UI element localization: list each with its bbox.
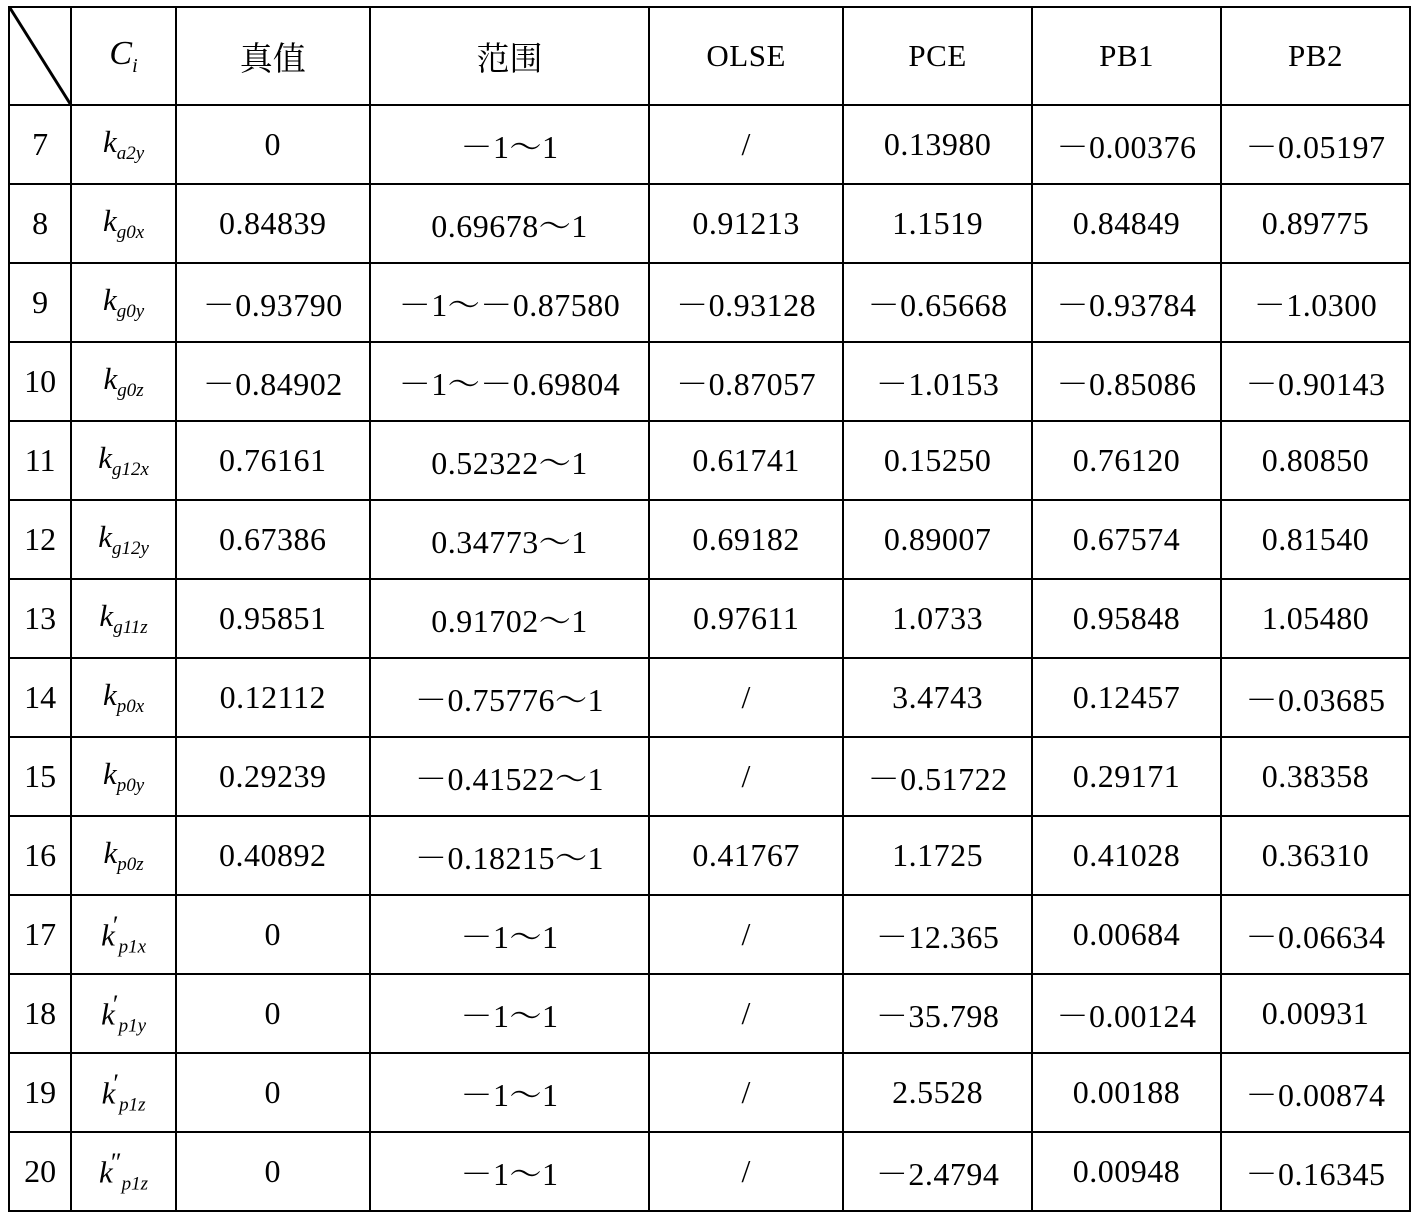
row-index: 12 — [9, 500, 71, 579]
row-symbol: $k_{g0x}$ — [71, 184, 176, 263]
row-symbol: $k_{g11z}$ — [71, 579, 176, 658]
row-index: 18 — [9, 974, 71, 1053]
row-pb2: －0.06634 — [1221, 895, 1410, 974]
row-olse: / — [649, 658, 843, 737]
row-pce: －0.65668 — [843, 263, 1032, 342]
table-row — [9, 500, 1410, 579]
row-index: 15 — [9, 737, 71, 816]
row-symbol: $k''_{p1z}$ — [71, 1132, 176, 1211]
row-true-value: －0.84902 — [176, 342, 370, 421]
header-true-value: 真值 — [176, 7, 370, 105]
row-pb2: －1.0300 — [1221, 263, 1410, 342]
row-true-value: 0.76161 — [176, 421, 370, 500]
row-pb2: 0.81540 — [1221, 500, 1410, 579]
row-true-value: 0.84839 — [176, 184, 370, 263]
row-symbol: $k_{g12x}$ — [71, 421, 176, 500]
row-pce: 1.0733 — [843, 579, 1032, 658]
row-pb2: 1.05480 — [1221, 579, 1410, 658]
row-range: －0.41522～1 — [370, 737, 649, 816]
row-symbol: $k_{g12y}$ — [71, 500, 176, 579]
row-olse: 0.91213 — [649, 184, 843, 263]
row-true-value: 0.67386 — [176, 500, 370, 579]
table-row — [9, 1053, 1410, 1132]
row-pce: 0.13980 — [843, 105, 1032, 184]
row-pb1: 0.67574 — [1032, 500, 1221, 579]
table-row — [9, 658, 1410, 737]
table-body — [9, 105, 1410, 1211]
row-pb2: －0.16345 — [1221, 1132, 1410, 1211]
row-pce: 3.4743 — [843, 658, 1032, 737]
row-olse: －0.93128 — [649, 263, 843, 342]
row-olse: 0.97611 — [649, 579, 843, 658]
row-symbol: $k_{a2y}$ — [71, 105, 176, 184]
row-pb1: －0.85086 — [1032, 342, 1221, 421]
row-symbol: $k'_{p1z}$ — [71, 1053, 176, 1132]
row-pb2: 0.80850 — [1221, 421, 1410, 500]
row-true-value: 0.95851 — [176, 579, 370, 658]
header-row — [9, 7, 1410, 105]
row-range: －0.18215～1 — [370, 816, 649, 895]
table-row — [9, 263, 1410, 342]
row-pce: 0.89007 — [843, 500, 1032, 579]
row-true-value: 0 — [176, 105, 370, 184]
row-pce: －1.0153 — [843, 342, 1032, 421]
table-row — [9, 579, 1410, 658]
row-pce: 2.5528 — [843, 1053, 1032, 1132]
row-pb1: 0.00948 — [1032, 1132, 1221, 1211]
row-index: 9 — [9, 263, 71, 342]
row-olse: 0.69182 — [649, 500, 843, 579]
row-olse: 0.61741 — [649, 421, 843, 500]
row-olse: 0.41767 — [649, 816, 843, 895]
row-pce: －35.798 — [843, 974, 1032, 1053]
row-range: －1～1 — [370, 1053, 649, 1132]
table-row — [9, 1132, 1410, 1211]
row-index: 11 — [9, 421, 71, 500]
row-symbol: $k_{p0x}$ — [71, 658, 176, 737]
row-pb1: －0.93784 — [1032, 263, 1221, 342]
row-pce: －2.4794 — [843, 1132, 1032, 1211]
row-index: 16 — [9, 816, 71, 895]
row-olse: －0.87057 — [649, 342, 843, 421]
row-index: 19 — [9, 1053, 71, 1132]
row-olse: / — [649, 1132, 843, 1211]
row-pb1: －0.00124 — [1032, 974, 1221, 1053]
row-pce: －12.365 — [843, 895, 1032, 974]
row-pb1: 0.41028 — [1032, 816, 1221, 895]
row-true-value: 0 — [176, 1132, 370, 1211]
results-table — [8, 6, 1411, 1212]
row-range: 0.91702～1 — [370, 579, 649, 658]
row-symbol: $k_{g0z}$ — [71, 342, 176, 421]
row-range: －1～－0.87580 — [370, 263, 649, 342]
row-index: 20 — [9, 1132, 71, 1211]
header-pce: PCE — [843, 7, 1032, 105]
row-true-value: 0 — [176, 895, 370, 974]
row-pce: 1.1519 — [843, 184, 1032, 263]
row-olse: / — [649, 1053, 843, 1132]
row-true-value: 0.40892 — [176, 816, 370, 895]
row-olse: / — [649, 737, 843, 816]
row-range: －0.75776～1 — [370, 658, 649, 737]
row-pb2: －0.03685 — [1221, 658, 1410, 737]
row-pb1: 0.12457 — [1032, 658, 1221, 737]
table-row — [9, 974, 1410, 1053]
row-true-value: 0.29239 — [176, 737, 370, 816]
row-range: －1～1 — [370, 105, 649, 184]
row-symbol: $k_{p0z}$ — [71, 816, 176, 895]
row-pb1: 0.76120 — [1032, 421, 1221, 500]
row-pce: －0.51722 — [843, 737, 1032, 816]
row-index: 8 — [9, 184, 71, 263]
row-pce: 1.1725 — [843, 816, 1032, 895]
table-header — [9, 7, 1410, 105]
table-row — [9, 184, 1410, 263]
header-pb2: PB2 — [1221, 7, 1410, 105]
row-true-value: 0 — [176, 974, 370, 1053]
row-olse: / — [649, 105, 843, 184]
table-row — [9, 105, 1410, 184]
row-true-value: －0.93790 — [176, 263, 370, 342]
row-index: 14 — [9, 658, 71, 737]
row-pb1: 0.00188 — [1032, 1053, 1221, 1132]
row-pb2: 0.89775 — [1221, 184, 1410, 263]
row-pb2: 0.00931 — [1221, 974, 1410, 1053]
table-row — [9, 895, 1410, 974]
row-true-value: 0.12112 — [176, 658, 370, 737]
row-range: －1～1 — [370, 1132, 649, 1211]
row-index: 17 — [9, 895, 71, 974]
row-range: －1～1 — [370, 895, 649, 974]
row-symbol: $k'_{p1y}$ — [71, 974, 176, 1053]
header-olse: OLSE — [649, 7, 843, 105]
row-true-value: 0 — [176, 1053, 370, 1132]
row-pb1: 0.84849 — [1032, 184, 1221, 263]
row-symbol: $k_{p0y}$ — [71, 737, 176, 816]
row-range: －1～－0.69804 — [370, 342, 649, 421]
table-row — [9, 737, 1410, 816]
diagonal-line-icon — [10, 8, 70, 104]
row-range: 0.34773～1 — [370, 500, 649, 579]
row-symbol: $k_{g0y}$ — [71, 263, 176, 342]
row-range: －1～1 — [370, 974, 649, 1053]
header-pb1: PB1 — [1032, 7, 1221, 105]
row-pb2: －0.90143 — [1221, 342, 1410, 421]
row-index: 7 — [9, 105, 71, 184]
row-pb2: 0.38358 — [1221, 737, 1410, 816]
row-pb1: 0.29171 — [1032, 737, 1221, 816]
header-range: 范围 — [370, 7, 649, 105]
row-olse: / — [649, 895, 843, 974]
row-pb2: －0.00874 — [1221, 1053, 1410, 1132]
row-pce: 0.15250 — [843, 421, 1032, 500]
row-olse: / — [649, 974, 843, 1053]
row-symbol: $k'_{p1x}$ — [71, 895, 176, 974]
row-pb1: －0.00376 — [1032, 105, 1221, 184]
row-pb1: 0.95848 — [1032, 579, 1221, 658]
row-range: 0.69678～1 — [370, 184, 649, 263]
corner-diagonal-cell — [9, 7, 71, 105]
row-index: 10 — [9, 342, 71, 421]
table-row — [9, 342, 1410, 421]
row-range: 0.52322～1 — [370, 421, 649, 500]
header-symbol: $C_i$ — [71, 7, 176, 105]
row-pb2: 0.36310 — [1221, 816, 1410, 895]
table-row — [9, 421, 1410, 500]
row-pb2: －0.05197 — [1221, 105, 1410, 184]
table-row — [9, 816, 1410, 895]
row-pb1: 0.00684 — [1032, 895, 1221, 974]
row-index: 13 — [9, 579, 71, 658]
